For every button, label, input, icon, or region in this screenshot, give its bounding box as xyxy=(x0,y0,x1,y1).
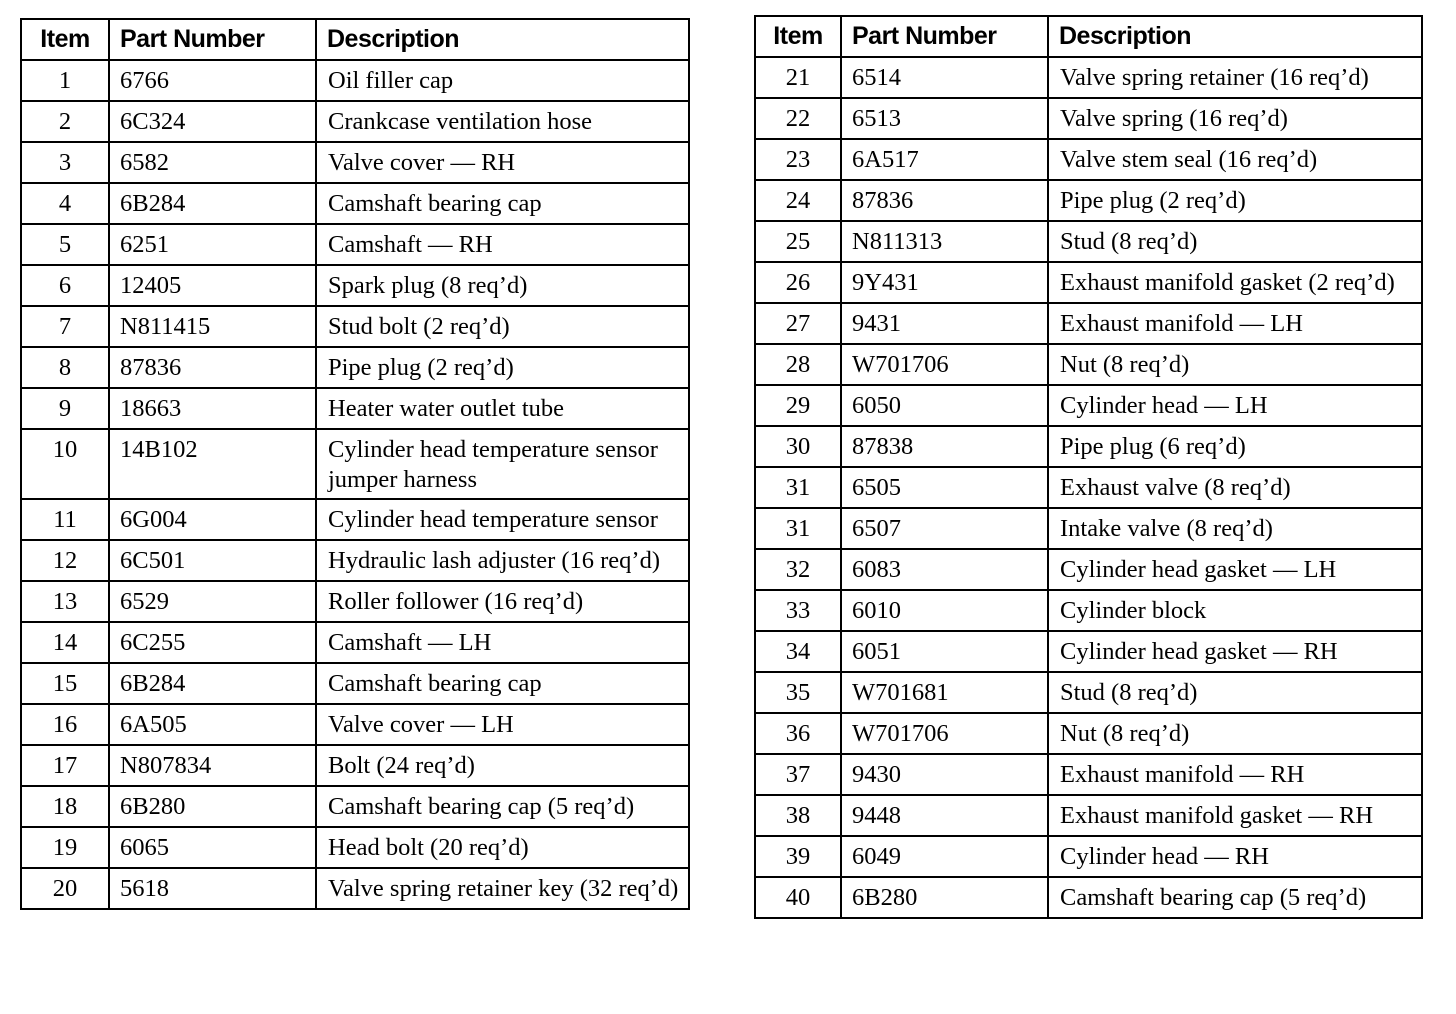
table-row xyxy=(21,388,689,429)
item-cell: 39 xyxy=(755,836,841,877)
description-cell: Stud (8 req’d) xyxy=(1048,672,1422,713)
item-cell: 12 xyxy=(21,540,109,581)
description-cell: Exhaust manifold gasket — RH xyxy=(1048,795,1422,836)
table-row xyxy=(755,795,1422,836)
item-cell: 32 xyxy=(755,549,841,590)
description-cell: Valve spring retainer key (32 req’d) xyxy=(316,868,689,909)
column-header-part-number: Part Number xyxy=(841,16,1048,57)
table-row xyxy=(755,262,1422,303)
table-row xyxy=(755,631,1422,672)
item-cell: 11 xyxy=(21,499,109,540)
table-row xyxy=(755,344,1422,385)
part-number-cell: 5618 xyxy=(109,868,316,909)
part-number-cell: 6G004 xyxy=(109,499,316,540)
table-row xyxy=(21,60,689,101)
description-cell: Valve stem seal (16 req’d) xyxy=(1048,139,1422,180)
table-row xyxy=(21,827,689,868)
part-number-cell: W701706 xyxy=(841,344,1048,385)
description-cell: Exhaust manifold — LH xyxy=(1048,303,1422,344)
part-number-cell: 6B284 xyxy=(109,663,316,704)
table-row xyxy=(21,745,689,786)
table-row xyxy=(755,754,1422,795)
column-header-description: Description xyxy=(1048,16,1422,57)
item-cell: 27 xyxy=(755,303,841,344)
item-cell: 13 xyxy=(21,581,109,622)
item-cell: 24 xyxy=(755,180,841,221)
table-row xyxy=(755,467,1422,508)
table-row xyxy=(21,499,689,540)
item-cell: 18 xyxy=(21,786,109,827)
part-number-cell: 6C501 xyxy=(109,540,316,581)
table-row xyxy=(21,868,689,909)
description-cell: Nut (8 req’d) xyxy=(1048,344,1422,385)
item-cell: 21 xyxy=(755,57,841,98)
item-cell: 31 xyxy=(755,508,841,549)
part-number-cell: 6C255 xyxy=(109,622,316,663)
description-cell: Cylinder head — RH xyxy=(1048,836,1422,877)
item-cell: 14 xyxy=(21,622,109,663)
item-cell: 8 xyxy=(21,347,109,388)
part-number-cell: 87836 xyxy=(841,180,1048,221)
part-number-cell: 6049 xyxy=(841,836,1048,877)
description-cell: Roller follower (16 req’d) xyxy=(316,581,689,622)
table-row xyxy=(755,713,1422,754)
part-number-cell: 6A505 xyxy=(109,704,316,745)
table-row xyxy=(21,224,689,265)
item-cell: 3 xyxy=(21,142,109,183)
description-cell: Cylinder head — LH xyxy=(1048,385,1422,426)
part-number-cell: 18663 xyxy=(109,388,316,429)
part-number-cell: 9448 xyxy=(841,795,1048,836)
part-number-cell: 6010 xyxy=(841,590,1048,631)
table-row xyxy=(21,306,689,347)
description-cell: Cylinder head gasket — RH xyxy=(1048,631,1422,672)
item-cell: 17 xyxy=(21,745,109,786)
item-cell: 23 xyxy=(755,139,841,180)
table-row xyxy=(21,347,689,388)
part-number-cell: 9Y431 xyxy=(841,262,1048,303)
item-cell: 29 xyxy=(755,385,841,426)
description-cell: Exhaust manifold gasket (2 req’d) xyxy=(1048,262,1422,303)
table-row xyxy=(21,622,689,663)
description-cell: Spark plug (8 req’d) xyxy=(316,265,689,306)
table-row xyxy=(755,426,1422,467)
part-number-cell: 6B280 xyxy=(109,786,316,827)
description-cell: Camshaft bearing cap (5 req’d) xyxy=(316,786,689,827)
item-cell: 7 xyxy=(21,306,109,347)
part-number-cell: 6083 xyxy=(841,549,1048,590)
item-cell: 5 xyxy=(21,224,109,265)
part-number-cell: 6251 xyxy=(109,224,316,265)
description-cell: Pipe plug (6 req’d) xyxy=(1048,426,1422,467)
part-number-cell: 87836 xyxy=(109,347,316,388)
part-number-cell: 9431 xyxy=(841,303,1048,344)
item-cell: 37 xyxy=(755,754,841,795)
description-cell: Intake valve (8 req’d) xyxy=(1048,508,1422,549)
description-cell: Camshaft — LH xyxy=(316,622,689,663)
column-header-item: Item xyxy=(21,19,109,60)
table-header-row xyxy=(21,19,689,60)
item-cell: 22 xyxy=(755,98,841,139)
item-cell: 36 xyxy=(755,713,841,754)
table-row xyxy=(755,221,1422,262)
part-number-cell: 6A517 xyxy=(841,139,1048,180)
item-cell: 1 xyxy=(21,60,109,101)
column-header-part-number: Part Number xyxy=(109,19,316,60)
part-number-cell: 6514 xyxy=(841,57,1048,98)
part-number-cell: 6050 xyxy=(841,385,1048,426)
table-row xyxy=(755,303,1422,344)
part-number-cell: 6B280 xyxy=(841,877,1048,918)
description-cell: Exhaust manifold — RH xyxy=(1048,754,1422,795)
table-row xyxy=(755,590,1422,631)
table-row xyxy=(21,786,689,827)
description-cell: Cylinder head temperature sensor xyxy=(316,499,689,540)
description-cell: Head bolt (20 req’d) xyxy=(316,827,689,868)
description-cell: Camshaft — RH xyxy=(316,224,689,265)
description-cell: Hydraulic lash adjuster (16 req’d) xyxy=(316,540,689,581)
table-row xyxy=(21,183,689,224)
part-number-cell: 6C324 xyxy=(109,101,316,142)
part-number-cell: 6505 xyxy=(841,467,1048,508)
part-number-cell: 6582 xyxy=(109,142,316,183)
part-number-cell: W701681 xyxy=(841,672,1048,713)
description-cell: Pipe plug (2 req’d) xyxy=(316,347,689,388)
parts-table-left xyxy=(20,18,690,910)
table-row xyxy=(755,672,1422,713)
table-row xyxy=(21,540,689,581)
item-cell: 15 xyxy=(21,663,109,704)
item-cell: 26 xyxy=(755,262,841,303)
item-cell: 35 xyxy=(755,672,841,713)
table-row xyxy=(21,429,689,499)
table-row xyxy=(755,549,1422,590)
table-header-row xyxy=(755,16,1422,57)
description-cell: Crankcase ventilation hose xyxy=(316,101,689,142)
item-cell: 2 xyxy=(21,101,109,142)
table-row xyxy=(21,101,689,142)
item-cell: 6 xyxy=(21,265,109,306)
table-row xyxy=(755,180,1422,221)
part-number-cell: N811313 xyxy=(841,221,1048,262)
parts-table-right xyxy=(754,15,1423,919)
table-row xyxy=(755,385,1422,426)
part-number-cell: 9430 xyxy=(841,754,1048,795)
item-cell: 31 xyxy=(755,467,841,508)
part-number-cell: 6513 xyxy=(841,98,1048,139)
table-row xyxy=(755,139,1422,180)
description-cell: Valve cover — RH xyxy=(316,142,689,183)
item-cell: 10 xyxy=(21,429,109,499)
table-row xyxy=(755,98,1422,139)
description-cell: Valve cover — LH xyxy=(316,704,689,745)
part-number-cell: 6529 xyxy=(109,581,316,622)
parts-table-right-body xyxy=(755,57,1422,918)
description-cell: Valve spring (16 req’d) xyxy=(1048,98,1422,139)
item-cell: 33 xyxy=(755,590,841,631)
table-row xyxy=(21,581,689,622)
description-cell: Pipe plug (2 req’d) xyxy=(1048,180,1422,221)
item-cell: 30 xyxy=(755,426,841,467)
part-number-cell: N807834 xyxy=(109,745,316,786)
part-number-cell: 6051 xyxy=(841,631,1048,672)
description-cell: Stud (8 req’d) xyxy=(1048,221,1422,262)
part-number-cell: 6766 xyxy=(109,60,316,101)
parts-table-left-body xyxy=(21,60,689,909)
table-row xyxy=(755,57,1422,98)
part-number-cell: 14B102 xyxy=(109,429,316,499)
description-cell: Cylinder head gasket — LH xyxy=(1048,549,1422,590)
description-cell: Cylinder block xyxy=(1048,590,1422,631)
item-cell: 25 xyxy=(755,221,841,262)
table-row xyxy=(755,877,1422,918)
description-cell: Camshaft bearing cap (5 req’d) xyxy=(1048,877,1422,918)
part-number-cell: 6B284 xyxy=(109,183,316,224)
description-cell: Bolt (24 req’d) xyxy=(316,745,689,786)
description-cell: Valve spring retainer (16 req’d) xyxy=(1048,57,1422,98)
column-header-item: Item xyxy=(755,16,841,57)
part-number-cell: 6507 xyxy=(841,508,1048,549)
item-cell: 38 xyxy=(755,795,841,836)
description-cell: Nut (8 req’d) xyxy=(1048,713,1422,754)
description-cell: Oil filler cap xyxy=(316,60,689,101)
item-cell: 40 xyxy=(755,877,841,918)
table-row xyxy=(755,836,1422,877)
table-row xyxy=(21,265,689,306)
part-number-cell: W701706 xyxy=(841,713,1048,754)
table-row xyxy=(755,508,1422,549)
description-cell: Camshaft bearing cap xyxy=(316,663,689,704)
part-number-cell: N811415 xyxy=(109,306,316,347)
part-number-cell: 6065 xyxy=(109,827,316,868)
item-cell: 28 xyxy=(755,344,841,385)
item-cell: 19 xyxy=(21,827,109,868)
item-cell: 16 xyxy=(21,704,109,745)
item-cell: 9 xyxy=(21,388,109,429)
description-cell: Camshaft bearing cap xyxy=(316,183,689,224)
table-row xyxy=(21,704,689,745)
item-cell: 4 xyxy=(21,183,109,224)
part-number-cell: 87838 xyxy=(841,426,1048,467)
table-row xyxy=(21,663,689,704)
item-cell: 34 xyxy=(755,631,841,672)
column-header-description: Description xyxy=(316,19,689,60)
item-cell: 20 xyxy=(21,868,109,909)
description-cell: Exhaust valve (8 req’d) xyxy=(1048,467,1422,508)
part-number-cell: 12405 xyxy=(109,265,316,306)
description-cell: Stud bolt (2 req’d) xyxy=(316,306,689,347)
description-cell: Heater water outlet tube xyxy=(316,388,689,429)
description-cell: Cylinder head temperature sensor jumper harness xyxy=(316,429,689,499)
table-row xyxy=(21,142,689,183)
